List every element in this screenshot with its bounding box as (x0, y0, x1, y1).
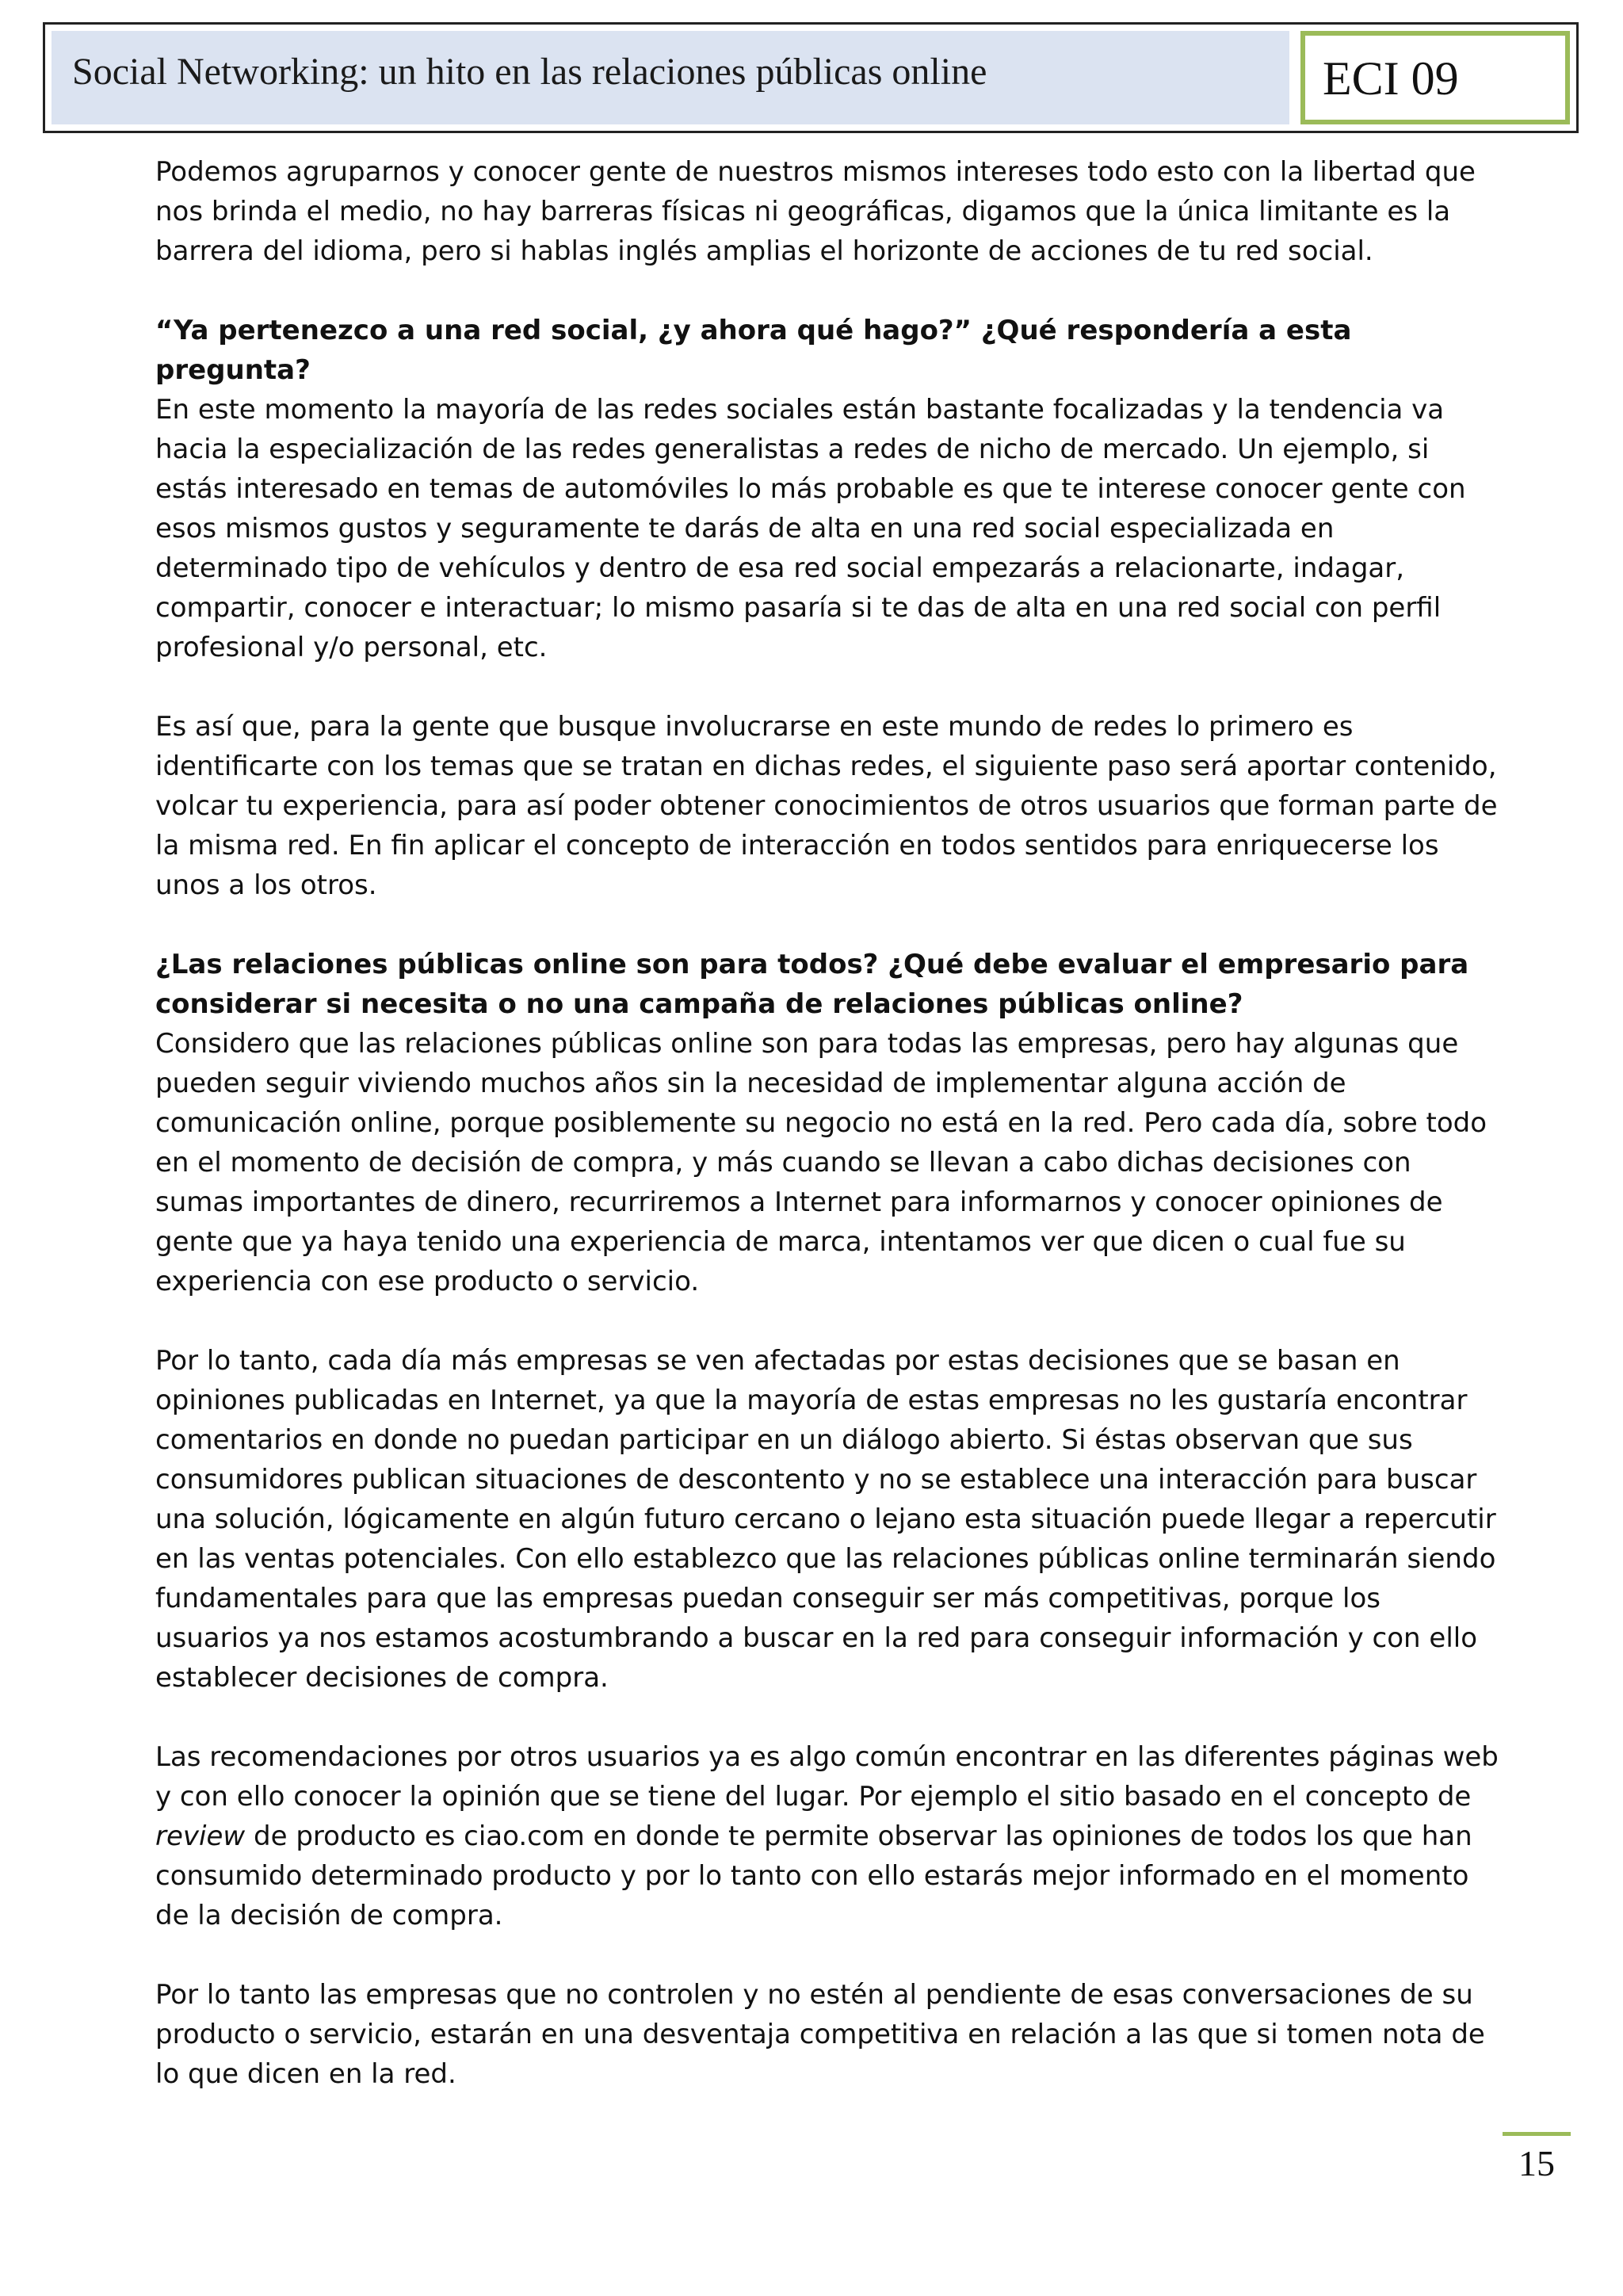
document-title: Social Networking: un hito en las relaciones públicas online (72, 51, 987, 93)
page-number: 15 (1518, 2143, 1555, 2183)
paragraph-6-end: de producto es ciao.com en donde te permite observar las opiniones de todos los que han consumido determinado producto y por lo tanto con ello estarás mejor informado en el momento de la decisión de compra. (155, 1820, 1472, 1931)
header-title-box (52, 31, 1289, 124)
paragraph-6 (155, 1737, 1503, 1935)
page-header (43, 22, 1579, 133)
paragraph-6-start: Las recomendaciones por otros usuarios ya es algo común encontrar en las diferentes páginas web y con ello conocer la opinión que se tiene del lugar. Por ejemplo el sitio basado en el concepto de (155, 1741, 1499, 1813)
section-heading-1: “Ya pertenezco a una red social, ¿y ahora qué hago?” ¿Qué respondería a esta pregunta? (155, 315, 1352, 386)
header-code-box (1300, 31, 1570, 124)
review-term: review (155, 1820, 246, 1852)
body-text (155, 152, 1503, 2094)
paragraph-7: Por lo tanto las empresas que no controlen y no estén al pendiente de esas conversaciones de su producto o servicio, estarán en una desventaja competitiva en relación a las que si tomen nota de lo que dicen en la red. (155, 1979, 1485, 2090)
section-heading-2: ¿Las relaciones públicas online son para todos? ¿Qué debe evaluar el empresario para considerar si necesita o no una campaña de relaciones públicas online? (155, 949, 1469, 1020)
paragraph-3: Es así que, para la gente que busque involucrarse en este mundo de redes lo primero es identificarte con los temas que se tratan en dichas redes, el siguiente paso será aportar contenido, volcar tu experiencia, para así poder obtener conocimientos de otros usuarios que forman parte de la misma red. En fin aplicar el concepto de interacción en todos sentidos para enriquecerse los unos a los otros. (155, 711, 1498, 901)
paragraph-1: Podemos agruparnos y conocer gente de nuestros mismos intereses todo esto con la libertad que nos brinda el medio, no hay barreras físicas ni geográficas, digamos que la única limitante es la barrera del idioma, pero si hablas inglés amplias el horizonte de acciones de tu red social. (155, 156, 1476, 267)
document-code: ECI 09 (1323, 52, 1459, 105)
paragraph-2: En este momento la mayoría de las redes sociales están bastante focalizadas y la tendencia va hacia la especialización de las redes generalistas a redes de nicho de mercado. Un ejemplo, si estás interesado en temas de automóviles lo más probable es que te interese conocer gente con esos mismos gustos y seguramente te darás de alta en una red social especializada en determinado tipo de vehículos y dentro de esa red social empezarás a relacionarte, indagar, compartir, conocer e interactuar; lo mismo pasaría si te das de alta en una red social con perfil profesional y/o personal, etc. (155, 394, 1466, 663)
header-code-inner (1305, 36, 1565, 120)
page-number-box (1503, 2132, 1571, 2194)
paragraph-5: Por lo tanto, cada día más empresas se ven afectadas por estas decisiones que se basan en opiniones publicadas en Internet, ya que la mayoría de estas empresas no les gustaría encontrar comentarios en donde no puedan participar en un diálogo abierto. Si éstas observan que sus consumidores publican situaciones de descontento y no se establece una interacción para buscar una solución, lógicamente en algún futuro cercano o lejano esta situación puede llegar a repercutir en las ventas potenciales. Con ello establezco que las relaciones públicas online terminarán siendo fundamentales para que las empresas puedan conseguir ser más competitivas, porque los usuarios ya nos estamos acostumbrando a buscar en la red para conseguir información y con ello establecer decisiones de compra. (155, 1345, 1496, 1694)
paragraph-4: Considero que las relaciones públicas online son para todas las empresas, pero hay algunas que pueden seguir viviendo muchos años sin la necesidad de implementar alguna acción de comunicación online, porque posiblemente su negocio no está en la red. Pero cada día, sobre todo en el momento de decisión de compra, y más cuando se llevan a cabo dichas decisiones con sumas importantes de dinero, recurriremos a Internet para informarnos y conocer opiniones de gente que ya haya tenido una experiencia de marca, intentamos ver que dicen o cual fue su experiencia con ese producto o servicio. (155, 1028, 1487, 1297)
